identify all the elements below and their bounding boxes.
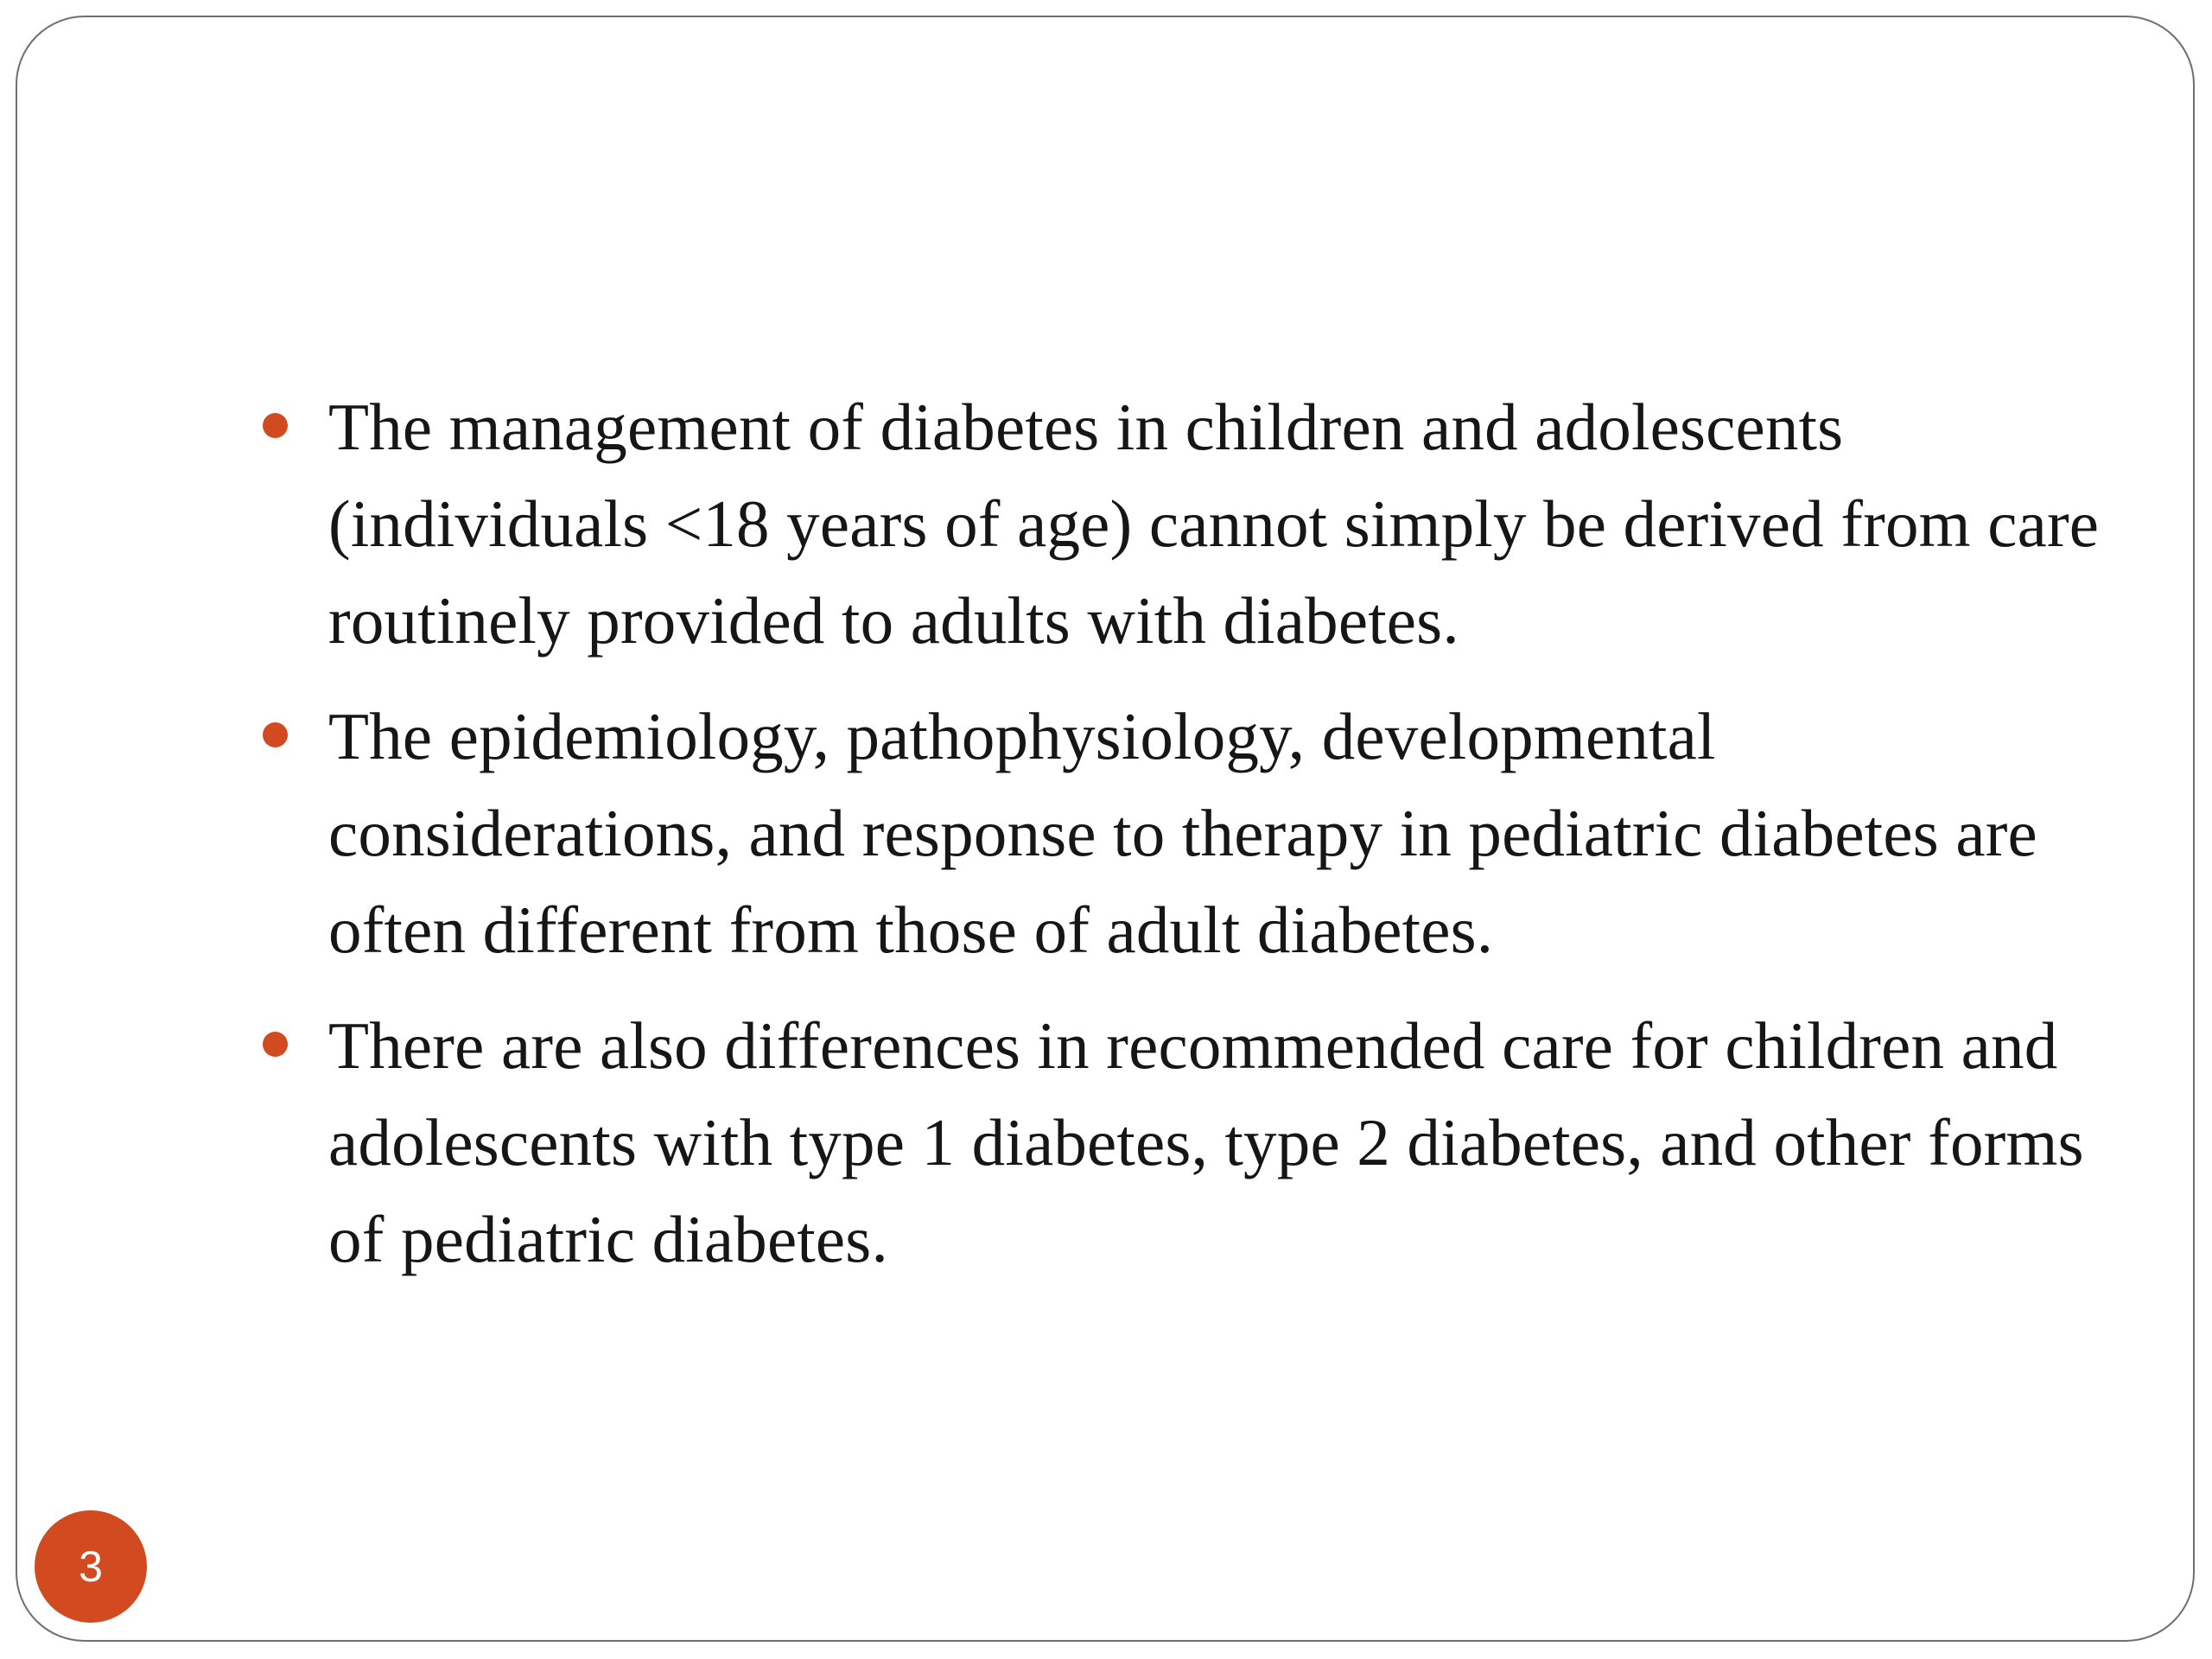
bullet-item-1 [244, 378, 2136, 669]
bullet-text-2: The epidemiology, pathophysiology, developmental considerations, and response to therapy in pediatric diabetes are often different from those of adult diabetes. [328, 699, 2037, 967]
bullet-text-3: There are also differences in recommended care for children and adolescents with type 1 diabetes, type 2 diabetes, and other forms of pediatric diabetes. [328, 1008, 2084, 1276]
bullet-dot-icon [263, 1032, 288, 1057]
bullet-item-3 [244, 997, 2136, 1287]
bullet-list [244, 378, 2136, 1306]
slide-frame [16, 16, 2195, 1642]
bullet-text-1: The management of diabetes in children and adolescents (individuals <18 years of age) cannot simply be derived from care routinely provided to adults with diabetes. [328, 390, 2100, 658]
page-number-badge [35, 1510, 147, 1623]
bullet-dot-icon [263, 413, 288, 438]
bullet-dot-icon [263, 722, 288, 747]
page-number: 3 [79, 1542, 103, 1591]
bullet-item-2 [244, 688, 2136, 978]
